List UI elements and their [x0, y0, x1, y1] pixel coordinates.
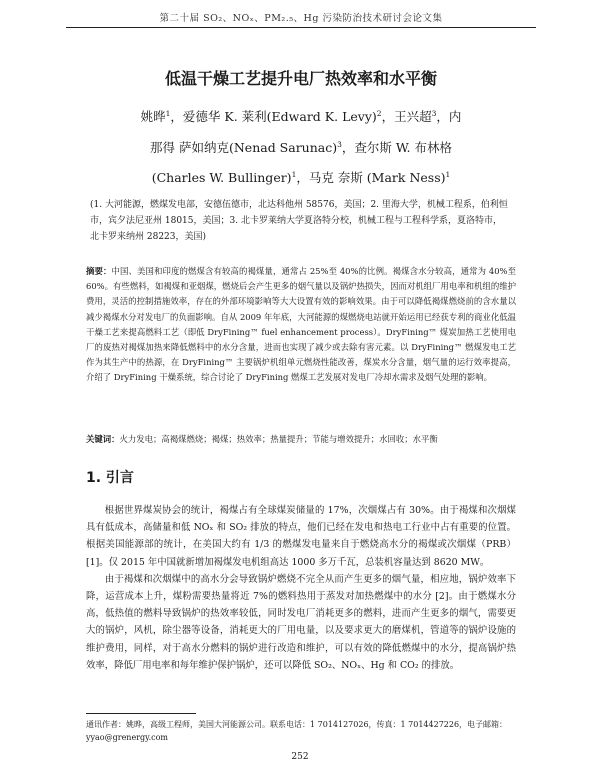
footnote-rule	[86, 713, 196, 714]
author-list	[80, 100, 522, 192]
abstract-text: 中国、美国和印度的燃煤含有较高的褐煤量，通常占 25%至 40%的比例。褐煤含水分较高，通常为 40%至 60%。有些燃料，如褐煤和亚烟煤，燃烧后会产生更多的烟气量以及锅炉热损失，因而对机组厂用电率和机组的维护费用，灵活的控制措施效率，存在的外部环境影响等大大设置有效的影响效果。由于可以降低褐煤燃烧前的含水量以减少褐煤水分对发电厂的负面影响。自从 2009 年年底，大河能源的煤燃烧电站就开始运用已经获专利的商业化低温干燥工艺来提高燃料工艺（即低 DryFining™ fuel enhancement process）。DryFining™ 煤炭加热工艺使用电厂的废热对褐煤加热来降低燃料中的水分含量，进而也实现了减少或去除有害元素。以 DryFining™ 燃煤发电工艺作为其生产中的热源，在 DryFining™ 主要锅炉机组单元燃烧性能改善，煤炭水分含量，烟气量的运行效率提高，介绍了 DryFining 干燥系统，综合讨论了 DryFining 燃煤工艺发展对发电厂冷却水需求及烟气处理的影响。	[86, 266, 517, 383]
section-heading-introduction: 1. 引言	[86, 470, 134, 486]
keywords-label: 关键词：	[86, 434, 120, 444]
author-name: ，爱德华 K. 莱利(Edward K. Levy)	[170, 109, 377, 125]
author-affil-mark: 3	[337, 139, 342, 149]
body-paragraph: 由于褐煤和次烟煤中的高水分会导致锅炉燃烧不完全从而产生更多的烟气量，相应地，锅炉效率下降，运营成本上升，煤粉需要热量将近 7%的燃料热用于蒸发对加热燃煤中的水分 [2]。由于燃煤水分高，低热值的燃料导致锅炉的热效率较低，同时发电厂消耗更多的燃料，进而产生更多的烟气，需要更大的锅炉，风机，除尘器等设备，消耗更大的厂用电量，以及要求更大的磨煤机，管道等的锅炉设施的维护费用，同样，对于高水分燃料的锅炉进行改造和维护，可以有效的降低燃煤中的水分，提高锅炉热效率，降低厂用电率和每年维护保护锅炉，还可以降低 SO₂、NOₓ、Hg 和 CO₂ 的排放。	[86, 573, 516, 671]
body-text	[86, 502, 516, 674]
author-name: ，王兴超	[381, 109, 432, 125]
author-affil-mark: 1	[445, 170, 451, 180]
abstract-label: 摘要：	[86, 266, 112, 276]
author-affil-mark: 3	[431, 109, 437, 118]
header-rule	[66, 27, 536, 28]
author-name: 那得 萨如纳克(Nenad Sarunac)	[150, 139, 338, 155]
abstract	[86, 264, 516, 386]
keywords	[86, 432, 516, 446]
author-line-2	[80, 131, 522, 162]
author-name: (Charles W. Bullinger)	[151, 170, 292, 186]
author-affil-mark: 1	[165, 109, 171, 118]
keywords-text: 火力发电；高褐煤燃烧；褐煤；热效率；热量提升；节能与增效提升；水回收；水平衡	[119, 434, 438, 444]
author-name: 姚晔	[140, 109, 166, 125]
body-paragraph: 根据世界煤炭协会的统计，褐煤占有全球煤炭储量的 17%，次烟煤占有 30%。由于褐煤和次烟煤具有低成本，高储量和低 NOₓ 和 SO₂ 排放的特点，他们已经在发电和热电工行业中占有重要的位置。根据美国能源部的统计，在美国大约有 1/3 的燃煤发电量来自于燃烧高水分的褐煤或次烟煤（PRB）[1]。仅 2015 年中国就新增加褐煤发电机组高达 1000 多万千瓦，总装机容量达到 8620 MW。	[86, 505, 516, 568]
affiliation: (1. 大河能源，燃煤发电部，安德伍德市，北达科他州 58576，美国；2. 里海大学，机械工程系，伯利恒市，宾夕法尼亚州 18015，美国；3. 北卡罗莱纳大学夏洛特分校，机械工程与工程科学系，夏洛特市，北卡罗来纳州 28223，美国)	[90, 200, 508, 242]
author-name: ，内	[436, 109, 462, 125]
running-header: 第二十届 SO₂、NOₓ、PM₂.₅、Hg 污染防治技术研讨会论文集	[159, 13, 443, 24]
page-number: 252	[291, 752, 309, 762]
footnote: 通讯作者：姚晔，高级工程师，美国大河能源公司。联系电话：1 7014127026，传真：1 7014427226，电子邮箱：yyao@grenergy.com	[86, 720, 508, 742]
author-affil-mark: 1	[291, 170, 297, 180]
author-name: ，马克 奈斯 (Mark Ness)	[296, 170, 446, 186]
author-name: ，查尔斯 W. 布林格	[341, 139, 452, 155]
author-line-1	[80, 100, 522, 131]
author-affil-mark: 2	[376, 109, 382, 118]
author-line-3	[80, 161, 522, 192]
paper-title: 低温干燥工艺提升电厂热效率和水平衡	[164, 69, 437, 88]
